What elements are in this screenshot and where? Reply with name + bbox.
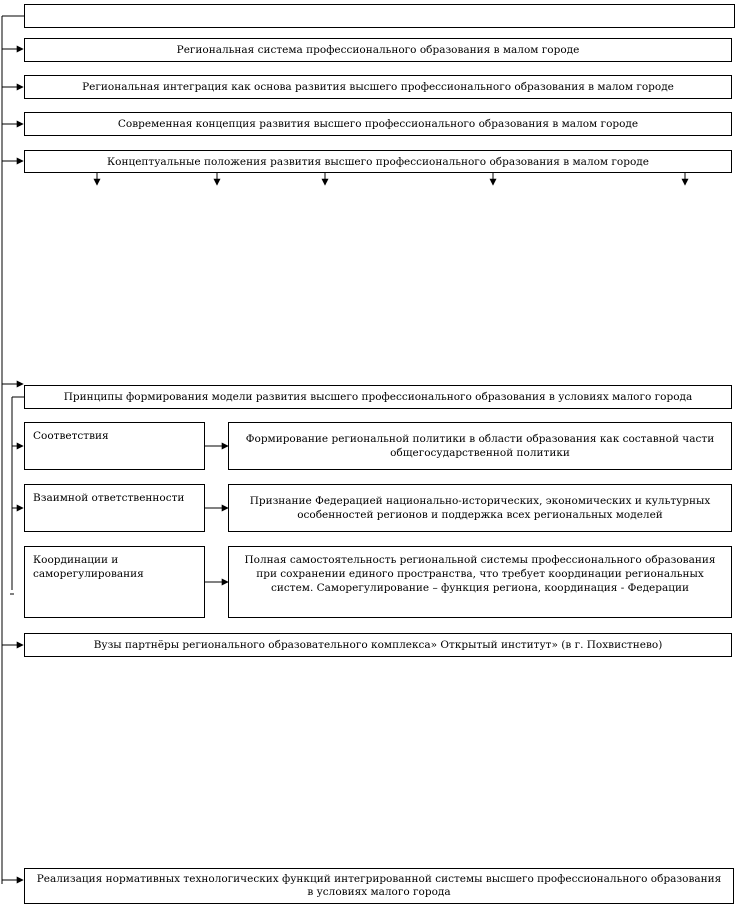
principle-name-1: Соответствия [24, 422, 205, 470]
universities-box: Вузы партнёры регионального образовательного комплекса» Открытый институт» (в г. Похвистнево) [24, 633, 732, 657]
principle-desc-3: Полная самостоятельность региональной системы профессионального образования при сохранении единого пространства, что требует координации региональных систем. Саморегулирование – функция региона, координация - Федерации [228, 546, 732, 618]
principle-desc-2: Признание Федерацией национально-исторических, экономических и культурных особенностей регионов и поддержка всех региональных моделей [228, 484, 732, 532]
top-empty-box [24, 4, 735, 28]
principles-box: Принципы формирования модели развития высшего профессионального образования в условиях малого города [24, 385, 732, 409]
principle-desc-1: Формирование региональной политики в области образования как составной части общегосударственной политики [228, 422, 732, 470]
principle-name-3: Координации и саморегулирования [24, 546, 205, 618]
modern-concept-box: Современная концепция развития высшего профессионального образования в малом городе [24, 112, 732, 136]
conceptual-provisions-box: Концептуальные положения развития высшего профессионального образования в малом городе [24, 150, 732, 173]
implementation-box: Реализация нормативных технологических функций интегрированной системы высшего профессионального образования в условиях малого города [24, 868, 734, 904]
regional-system-box: Региональная система профессионального образования в малом городе [24, 38, 732, 62]
principle-name-2: Взаимной ответственности [24, 484, 205, 532]
regional-integration-box: Региональная интеграция как основа развития высшего профессионального образования в малом городе [24, 75, 732, 99]
